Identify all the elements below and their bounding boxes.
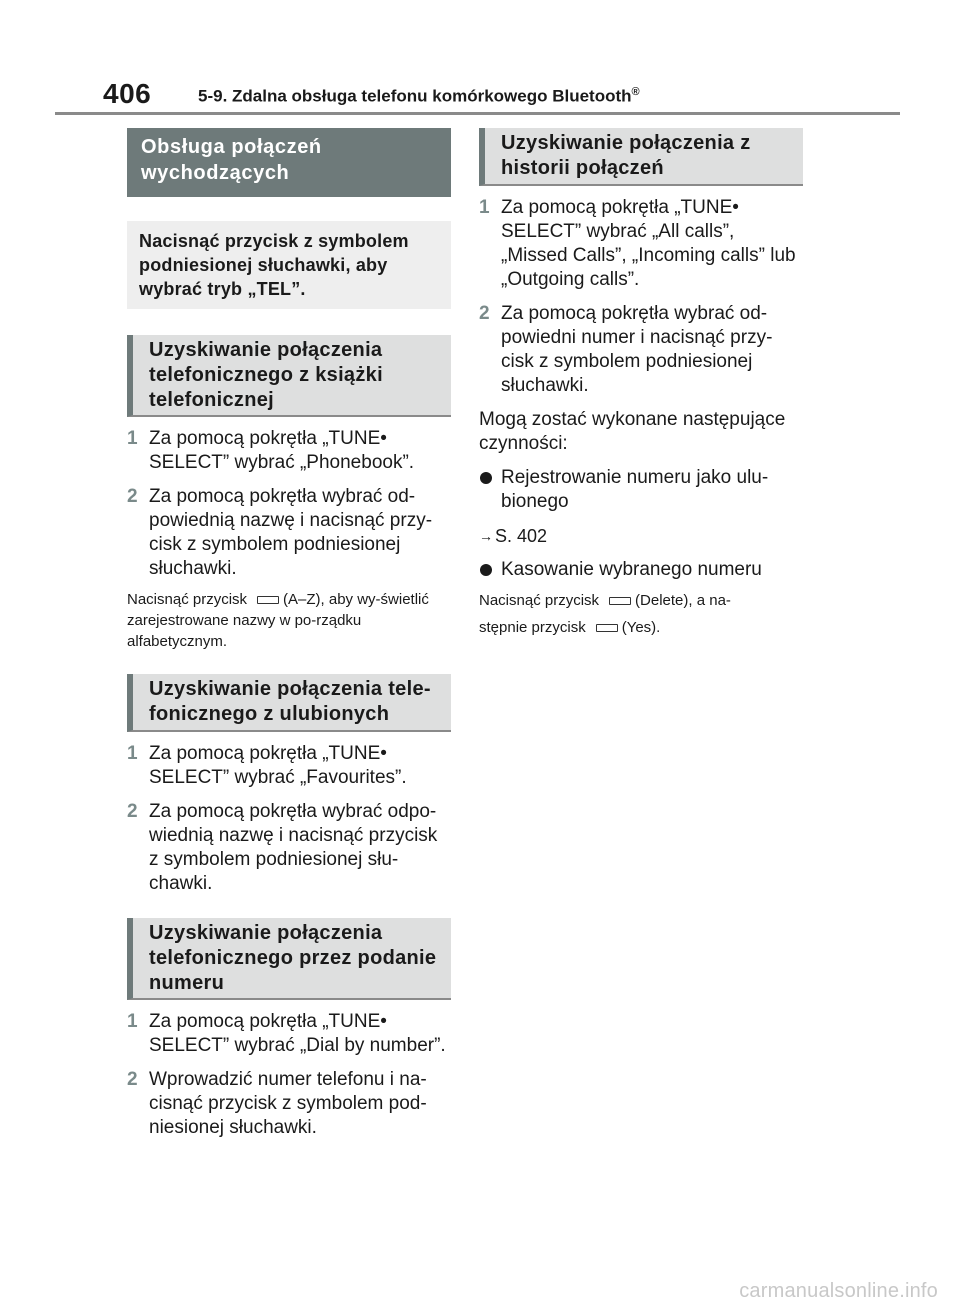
note-text: Nacisnąć przycisk bbox=[479, 592, 600, 609]
favourites-step-1 bbox=[127, 742, 451, 790]
step-text: Wprowadzić numer telefonu i na-cisnąć przycisk z symbolem pod-niesionej słuchawki. bbox=[149, 1069, 427, 1138]
section-heading-outgoing: Obsługa połączeń wychodzących bbox=[127, 128, 451, 197]
delete-note-line-2 bbox=[479, 617, 803, 638]
button-icon bbox=[596, 624, 618, 632]
step-number: 1 bbox=[127, 743, 138, 764]
phonebook-step-1 bbox=[127, 427, 451, 475]
left-column bbox=[127, 128, 451, 1140]
watermark: carmanualsonline.info bbox=[739, 1280, 938, 1302]
dial-step-2 bbox=[127, 1068, 451, 1140]
note-text: (Delete), a na- bbox=[635, 592, 731, 609]
heading-phonebook: Uzyskiwanie połączenia telefonicznego z książki telefonicznej bbox=[127, 335, 451, 417]
bullet-icon bbox=[480, 472, 492, 484]
history-step-2 bbox=[479, 302, 803, 398]
dial-step-1 bbox=[127, 1010, 451, 1058]
step-number: 1 bbox=[479, 197, 490, 218]
chapter-title bbox=[198, 86, 640, 107]
bullet-icon bbox=[480, 564, 492, 576]
phonebook-note bbox=[127, 589, 451, 652]
reference-text: S. 402 bbox=[495, 526, 548, 546]
step-number: 2 bbox=[127, 486, 138, 507]
step-number: 1 bbox=[127, 428, 138, 449]
note-text: Nacisnąć przycisk bbox=[127, 591, 248, 608]
step-text: Za pomocą pokrętła wybrać od-powiedni numer i nacisnąć przy-cisk z symbolem podniesionej słuchawki. bbox=[501, 303, 773, 396]
intro-note: Nacisnąć przycisk z symbolem podniesionej słuchawki, aby wybrać tryb „TEL”. bbox=[127, 221, 451, 309]
note-text: (A–Z), aby wy-świetlić zarejestrowane nazwy w po-rządku alfabetycznym. bbox=[127, 591, 429, 650]
heading-favourites: Uzyskiwanie połączenia tele-fonicznego z ulubionych bbox=[127, 674, 451, 732]
step-text: Za pomocą pokrętła „TUNE• SELECT” wybrać „Dial by number”. bbox=[149, 1011, 446, 1056]
step-text: Za pomocą pokrętła wybrać odpo-wiednią nazwę i nacisnąć przycisk z symbolem podniesionej słu-chawki. bbox=[149, 801, 438, 894]
step-number: 2 bbox=[479, 303, 490, 324]
favourites-step-2 bbox=[127, 800, 451, 896]
actions-intro: Mogą zostać wykonane następujące czynności: bbox=[479, 409, 786, 454]
page-reference bbox=[479, 524, 803, 548]
heading-call-history: Uzyskiwanie połączenia z historii połączeń bbox=[479, 128, 803, 186]
header-rule bbox=[55, 112, 900, 115]
heading-dial-number: Uzyskiwanie połączenia telefonicznego przez podanie numeru bbox=[127, 918, 451, 1000]
note-text: stępnie przycisk bbox=[479, 619, 586, 636]
step-number: 1 bbox=[127, 1011, 138, 1032]
bullet-delete-number bbox=[479, 558, 803, 582]
chapter-title-text: 5-9. Zdalna obsługa telefonu komórkowego Bluetooth bbox=[198, 86, 632, 106]
history-step-1 bbox=[479, 196, 803, 292]
delete-note-line-1 bbox=[479, 590, 803, 611]
button-icon bbox=[609, 597, 631, 605]
bullet-text: Kasowanie wybranego numeru bbox=[501, 559, 762, 580]
step-text: Za pomocą pokrętła wybrać od-powiednią nazwę i nacisnąć przy-cisk z symbolem podniesionej słuchawki. bbox=[149, 486, 433, 579]
step-number: 2 bbox=[127, 1069, 138, 1090]
page-number: 406 bbox=[103, 78, 152, 109]
bullet-text: Rejestrowanie numeru jako ulu-bionego bbox=[501, 467, 769, 512]
right-column bbox=[479, 128, 803, 638]
bullet-register-favourite bbox=[479, 466, 803, 514]
button-icon bbox=[257, 596, 279, 604]
step-number: 2 bbox=[127, 801, 138, 822]
arrow-right-icon: → bbox=[479, 528, 493, 544]
phonebook-step-2 bbox=[127, 485, 451, 581]
registered-mark: ® bbox=[631, 86, 640, 98]
step-text: Za pomocą pokrętła „TUNE• SELECT” wybrać „Phonebook”. bbox=[149, 428, 415, 473]
step-text: Za pomocą pokrętła „TUNE• SELECT” wybrać „All calls”, „Missed Calls”, „Incoming calls” lub „Outgoing calls”. bbox=[501, 197, 796, 290]
step-text: Za pomocą pokrętła „TUNE• SELECT” wybrać „Favourites”. bbox=[149, 743, 407, 788]
note-text: (Yes). bbox=[621, 619, 661, 636]
